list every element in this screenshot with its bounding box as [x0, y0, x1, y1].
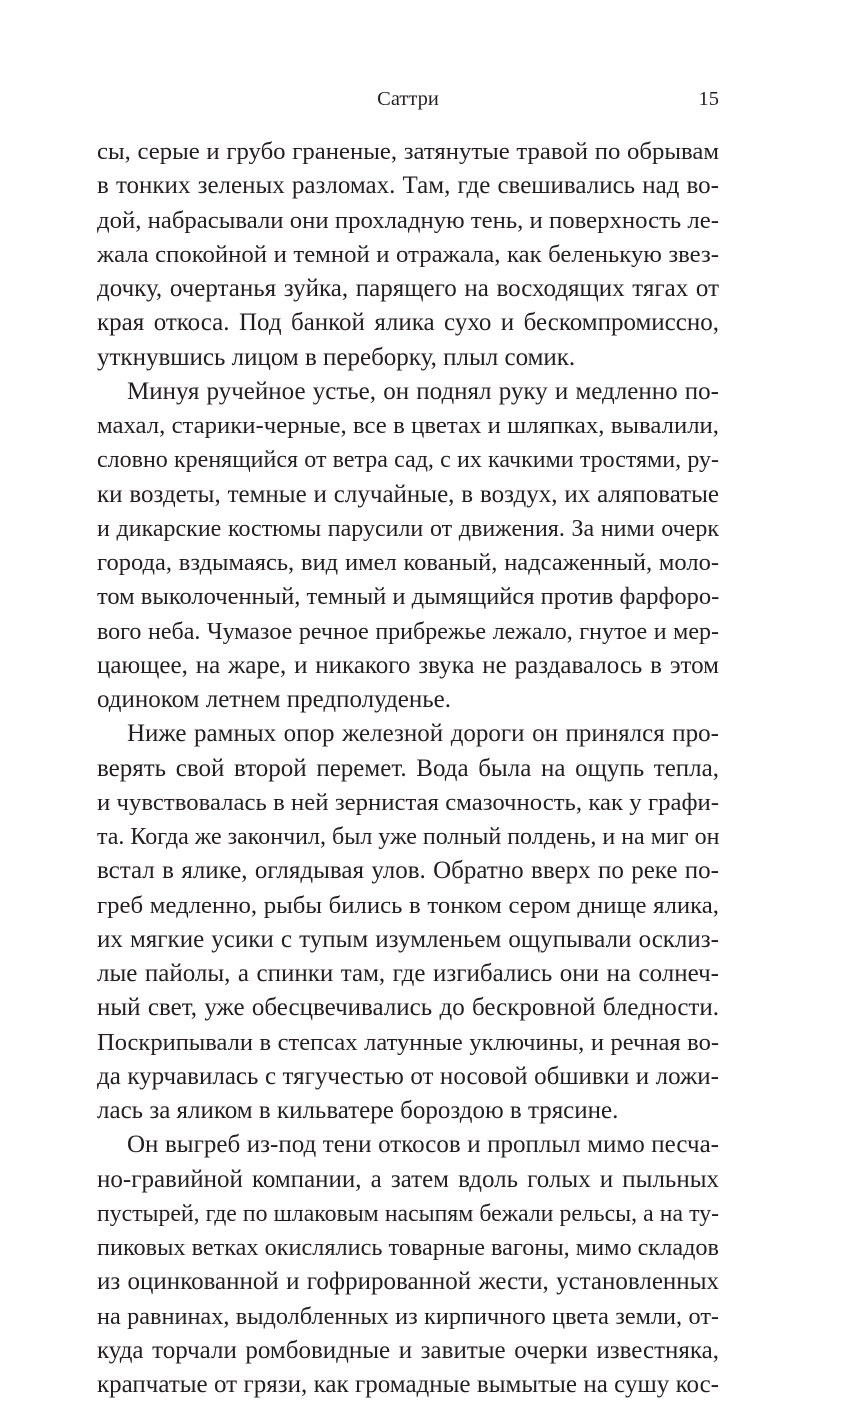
text-line: куда торчали ромбовидные и завитые очерки известняка, — [97, 1336, 719, 1364]
paragraph-first-line: Минуя ручейное устье, он поднял руку и медленно по- — [127, 377, 719, 405]
text-line: верять свой второй перемет. Вода была на ощупь тепла, — [97, 754, 719, 782]
text-line: та. Когда же закончил, был уже полный полдень, и на миг он — [97, 824, 720, 850]
body-text — [97, 135, 719, 1402]
text-line: дой, набрасывали они прохладную тень, и поверхность ле- — [97, 206, 719, 234]
text-line: края откоса. Под банкой ялика сухо и бескомпромиссно, — [97, 309, 719, 337]
text-line: махал, старики-черные, все в цветах и шляпках, вывалили, — [97, 412, 719, 439]
text-line: дочку, очертанья зуйка, парящего на восходящих тягах от — [97, 275, 719, 302]
text-line: города, вздымаясь, вид имел кованый, надсаженный, моло- — [97, 549, 719, 576]
text-line: их мягкие усики с тупым изумленьем ощупывали осклиз- — [97, 925, 719, 953]
paragraph-last-line: одиноком летнем предполуденье. — [97, 686, 452, 713]
text-line: и чувствовалась в ней зернистая смазочность, как у графи- — [97, 788, 719, 816]
text-line: греб медленно, рыбы бились в тонком сером днище ялика, — [97, 891, 719, 919]
text-line: пустырей, где по шлаковым насыпям бежали рельсы, а на ту- — [97, 1200, 719, 1227]
text-line: ный свет, уже обесцвечивались до бескровной бледности. — [97, 994, 719, 1022]
text-line: да курчавилась с тягучестью от носовой обшивки и ложи- — [97, 1062, 719, 1090]
text-line: на равнинах, выдолбленных из кирпичного цвета земли, от- — [97, 1302, 719, 1330]
text-line: пиковых ветках окислялись товарные вагоны, мимо складов — [97, 1234, 719, 1261]
running-head — [97, 84, 719, 114]
running-title: Саттри — [377, 88, 439, 110]
page-number: 15 — [698, 88, 719, 110]
text-line: цающее, на жаре, и никакого звука не раздавалось в этом — [97, 651, 719, 679]
text-line: словно кренящийся от ветра сад, с их качкими тростями, ру- — [97, 447, 719, 474]
text-line: лые пайолы, а спинки там, где изгибались они на солнеч- — [97, 960, 719, 987]
text-line: из оцинкованной и гофрированной жести, установленных — [97, 1268, 719, 1296]
text-line: но-гравийной компании, а затем вдоль голых и пыльных — [97, 1165, 719, 1193]
text-line: жала спокойной и темной и отражала, как беленькую звез- — [97, 240, 719, 268]
text-line: сы, серые и грубо граненые, затянутые травой по обрывам — [97, 138, 719, 165]
paragraph-first-line: Он выгреб из-под тени откосов и проплыл мимо песча- — [127, 1131, 719, 1159]
text-line: ки воздеты, темные и случайные, в воздух, их аляповатые — [97, 480, 719, 508]
text-line: крапчатые от грязи, как громадные вымытые на сушу кос- — [97, 1371, 719, 1398]
paragraph-first-line: Ниже рамных опор железной дороги он принялся про- — [127, 720, 719, 748]
text-line: и дикарские костюмы парусили от движения. За ними очерк — [97, 515, 719, 542]
text-line: вого неба. Чумазое речное прибрежье лежало, гнутое и мер- — [97, 618, 719, 645]
text-line: Поскрипывали в степсах латунные уключины, и речная во- — [97, 1028, 719, 1056]
text-line: в тонких зеленых разломах. Там, где свешивались над во- — [97, 172, 719, 200]
text-line: встал в ялике, оглядывая улов. Обратно вверх по реке по- — [97, 857, 719, 885]
paragraph-last-line: лась за яликом в кильватере бороздою в трясине. — [97, 1097, 619, 1124]
paragraph-last-line: уткнувшись лицом в переборку, плыл сомик. — [97, 343, 576, 371]
text-line: том выколоченный, темный и дымящийся против фарфоро- — [97, 583, 720, 611]
